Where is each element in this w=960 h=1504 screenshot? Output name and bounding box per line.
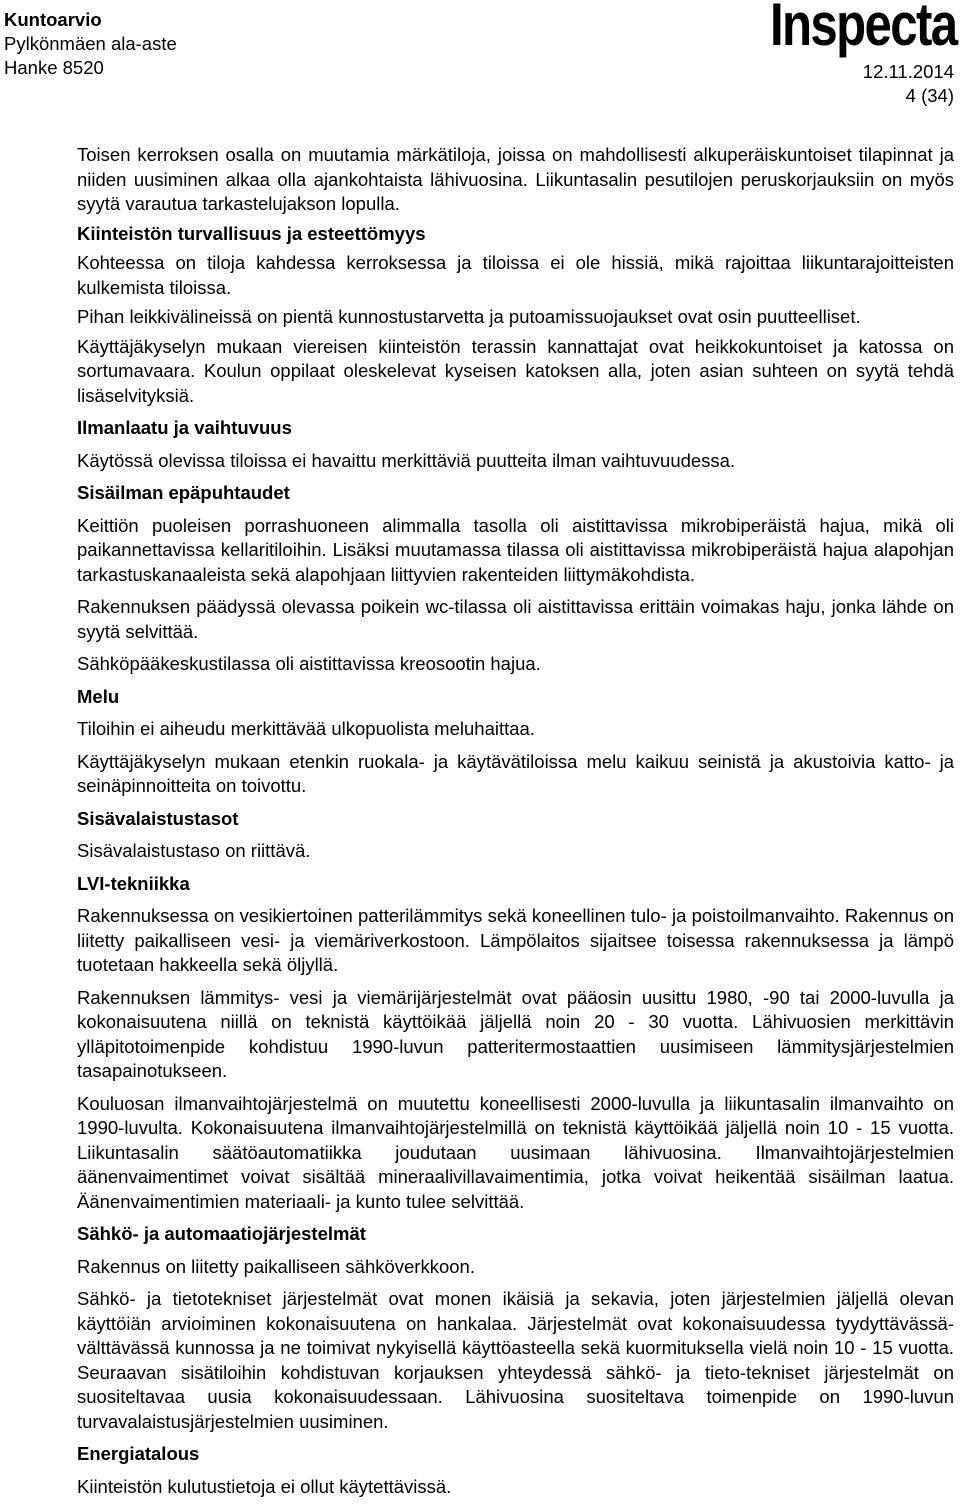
- paragraph: Pihan leikkivälineissä on pientä kunnostustarvetta ja putoamissuojaukset ovat osin puutteelliset.: [77, 306, 861, 327]
- paragraph: Sisävalaistustaso on riittävä.: [77, 840, 311, 861]
- document-date: 12.11.2014: [862, 61, 954, 82]
- document-body: [77, 143, 954, 1504]
- intro-paragraph: Toisen kerroksen osalla on muutamia märkätiloja, joissa on mahdollisesti alkuperäiskuntoiset tilapinnat ja niiden uusiminen alkaa olla ajankohtaista lähivuosina. Liikuntasalin pesutilojen peruskorjauksiin on myös syytä varautua tarkastelujakson lopulla.: [77, 144, 954, 214]
- paragraph: Rakennus on liitetty paikalliseen sähköverkkoon.: [77, 1255, 475, 1277]
- paragraph: Kiinteistön kulutustietoja ei ollut käytettävissä.: [77, 1475, 452, 1497]
- document-title: Kuntoarvio: [4, 9, 102, 30]
- paragraph: Sähkö- ja tietotekniset järjestelmät ovat monen ikäisiä ja sekavia, joten järjestelmien jäljellä olevan käyttöiän arvioiminen kokonaisuutena on hankalaa. Järjestelmät ovat kokonaisuudessa tyydyttävässä-välttävässä kunnossa ja ne toimivat nykyisellä käyttöasteella sekä kuormituksella vielä noin 10 - 15 vuotta. Seuraavan sisätiloihin kohdistuvan korjauksen yhteydessä sähkö- ja tieto-tekniset järjestelmät on suositeltavaa uusia kokonaisuudessaan. Lähivuosina suositeltava toimenpide on 1990-luvun turvavalaistusjärjestelmien uusiminen.: [77, 1288, 954, 1432]
- section-heading: Melu: [77, 685, 120, 707]
- paragraph: Kohteessa on tiloja kahdessa kerroksessa ja tiloissa ei ole hissiä, mikä rajoittaa liikuntarajoitteisten kulkemista tiloissa.: [77, 252, 954, 298]
- document-subtitle: Pylkönmäen ala-aste: [4, 33, 177, 54]
- section-heading: Kiinteistön turvallisuus ja esteettömyys: [77, 222, 426, 244]
- paragraph: Käytössä olevissa tiloissa ei havaittu merkittäviä puutteita ilman vaihtuvuudessa.: [77, 449, 736, 471]
- section-heading: Sisävalaistustasot: [77, 807, 239, 829]
- paragraph: Rakennuksessa on vesikiertoinen patterilämmitys sekä koneellinen tulo- ja poistoilmanvaihto. Rakennus on liitetty paikalliseen vesi- ja viemäriverkostoon. Lämpölaitos sijaitsee toisessa rakennuksessa ja lämpö tuotetaan hakkeella sekä öljyllä.: [77, 905, 954, 975]
- project-number: Hanke 8520: [4, 57, 104, 78]
- paragraph: Kouluosan ilmanvaihtojärjestelmä on muutettu koneellisesti 2000-luvulla ja liikuntasalin ilmanvaihto on 1990-luvulta. Kokonaisuutena ilmanvaihtojärjestelmillä on teknistä käyttöikää jäljellä noin 10 - 15 vuotta. Liikuntasalin säätöautomatiikka joudutaan uusimaan lähivuosina. Ilmanvaihtojärjestelmien äänenvaimentimet voivat sisältää mineraalivillavaimentimia, jotka voivat heikentää sisäilman laatua. Äänenvaimentimien materiaali- ja kunto tulee selvittää.: [77, 1092, 954, 1212]
- paragraph: Käyttäjäkyselyn mukaan viereisen kiinteistön terassin kannattajat ovat heikkokuntoiset ja katossa on sortumavaara. Koulun oppilaat oleskelevat kyseisen katoksen alla, joten asian suhteen on syytä tehdä lisäselvityksiä.: [77, 335, 954, 406]
- paragraph: Rakennuksen päädyssä olevassa poikein wc-tilassa oli aistittavissa erittäin voimakas haju, jonka lähde on syytä selvittää.: [77, 596, 954, 642]
- paragraph: Rakennuksen lämmitys- vesi ja viemärijärjestelmät ovat pääosin uusittu 1980, -90 tai 2000-luvulla ja kokonaisuutena niillä on teknistä käyttöikää jäljellä noin 20 - 30 vuotta. Lähivuosien merkittävin ylläpitotoimenpide kohdistuu 1990-luvun patteritermostaattien uusimiseen lämmitysjärjestelmien tasapainotukseen.: [77, 986, 954, 1081]
- document-header: [4, 8, 177, 80]
- section-heading: Ilmanlaatu ja vaihtuvuus: [77, 417, 292, 438]
- section-heading: Sisäilman epäpuhtaudet: [77, 482, 290, 503]
- paragraph: Käyttäjäkyselyn mukaan etenkin ruokala- ja käytävätiloissa melu kaikuu seinistä ja akustoivia katto- ja seinäpinnoitteita on toivottu.: [77, 750, 954, 796]
- paragraph: Tiloihin ei aiheudu merkittävää ulkopuolista meluhaittaa.: [77, 718, 535, 739]
- section-heading: LVI-tekniikka: [77, 872, 190, 894]
- paragraph: Sähköpääkeskustilassa oli aistittavissa kreosootin hajua.: [77, 653, 541, 674]
- page-number: 4 (34): [905, 85, 954, 106]
- company-logo: Inspecta: [769, 0, 956, 58]
- section-heading: Energiatalous: [77, 1443, 200, 1464]
- paragraph: Keittiön puoleisen porrashuoneen alimmalla tasolla oli aistittavissa mikrobiperäistä hajua, mikä oli paikannettavissa kellaritiloihin. Lisäksi muutamassa tilassa oli aistittavissa mikrobiperäistä hajua alapohjan tarkastuskanaaleista sekä alapohjaan liittyvien rakenteiden liittymäkohdista.: [77, 514, 954, 585]
- section-heading: Sähkö- ja automaatiojärjestelmät: [77, 1223, 366, 1244]
